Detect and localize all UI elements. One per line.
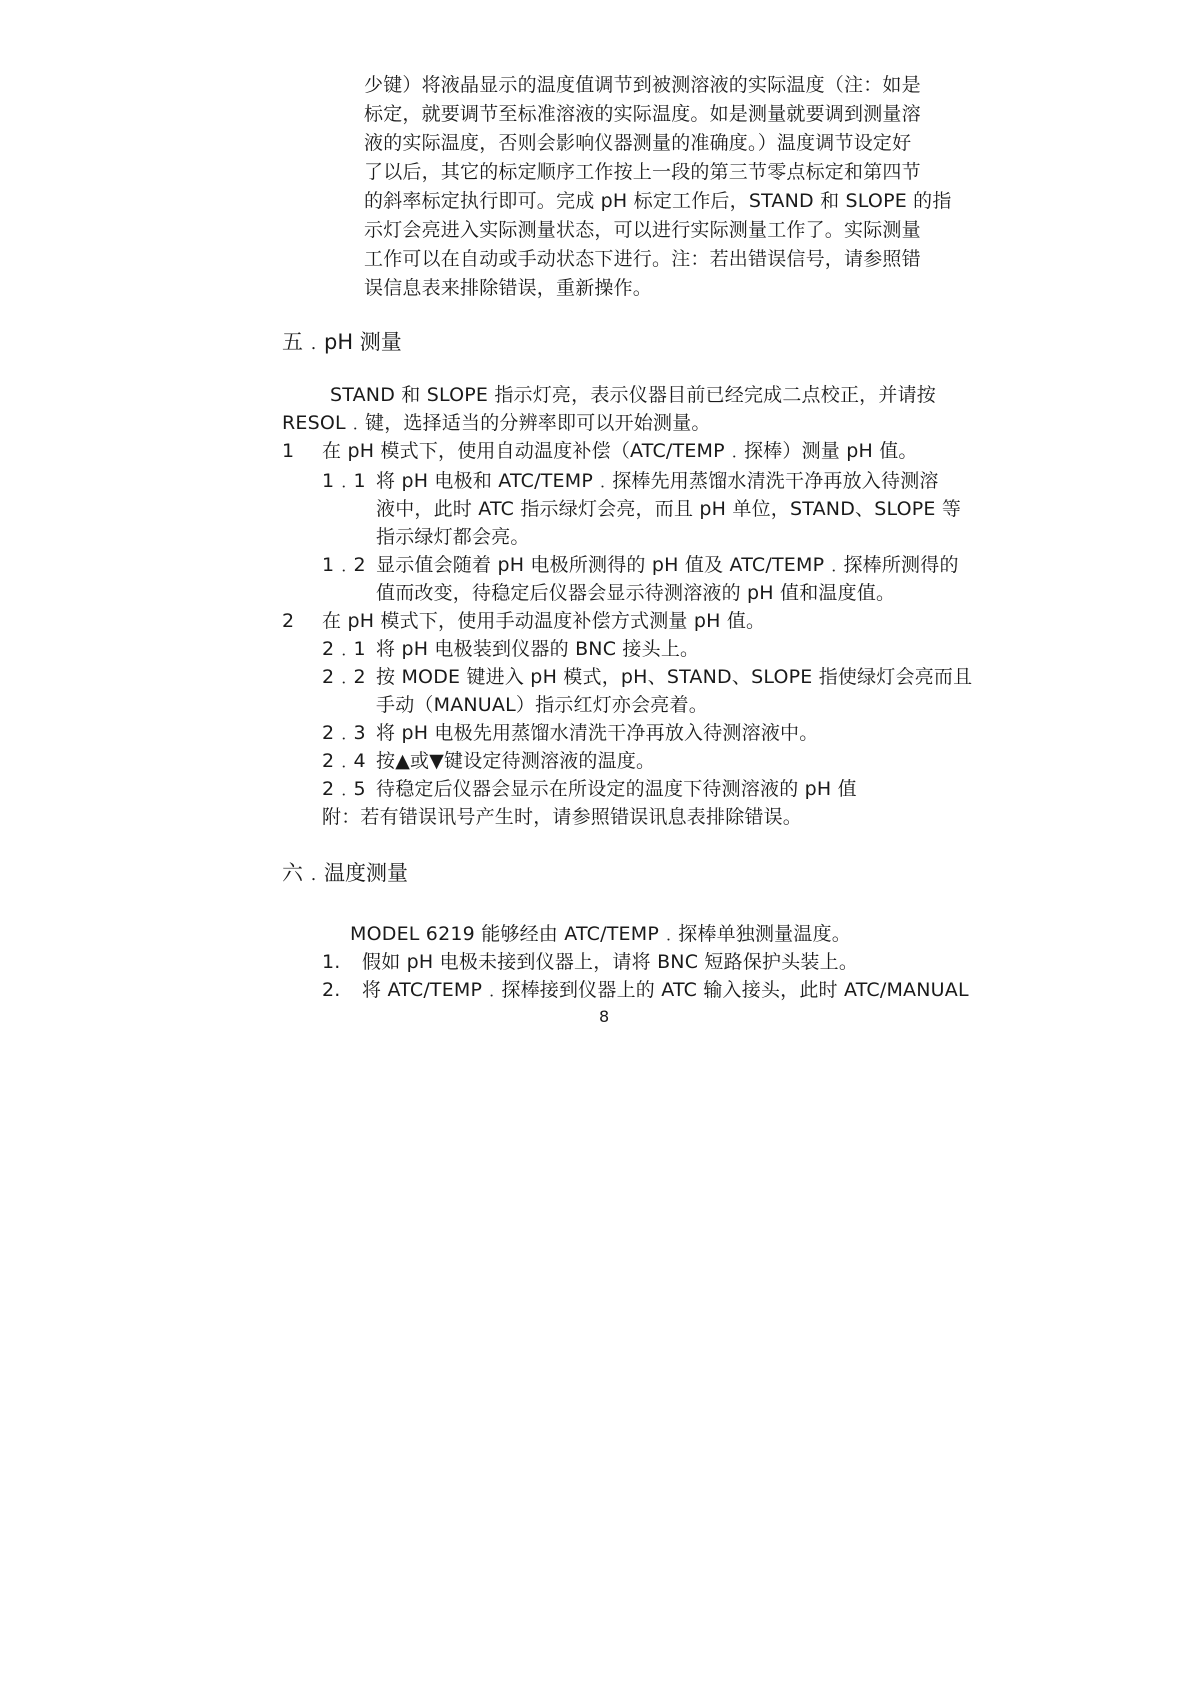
sub-item-number: 2﹒3 [322, 722, 366, 744]
sub-item-line: 显示值会随着 pH 电极所测得的 pH 值及 ATC/TEMP﹒探棒所测得的 [376, 554, 959, 576]
list-item-number: 1 [282, 440, 295, 462]
sub-item-line: 值而改变，待稳定后仪器会显示待测溶液的 pH 值和温度值。 [376, 582, 896, 604]
sub-item-line: 将 pH 电极和 ATC/TEMP﹒探棒先用蒸馏水清洗干净再放入待测溶 [376, 470, 939, 492]
sub-item-line: 液中，此时 ATC 指示绿灯会亮，而且 pH 单位，STAND、SLOPE 等 [376, 498, 962, 520]
paragraph-line: 工作可以在自动或手动状态下进行。注：若出错误信号，请参照错 [364, 248, 921, 270]
sub-item-number: 2﹒4 [322, 750, 366, 772]
sub-item-number: 1﹒1 [322, 470, 366, 492]
sub-item-number: 2﹒1 [322, 638, 366, 660]
sub-item-text: 将 pH 电极装到仪器的 BNC 接头上。 [376, 638, 700, 660]
sub-item-text: 将 pH 电极先用蒸馏水清洗干净再放入待测溶液中。 [376, 722, 819, 744]
sub-item-number: 2﹒2 [322, 666, 366, 688]
list-item-text: 在 pH 模式下，使用自动温度补偿（ATC/TEMP﹒探棒）测量 pH 值。 [322, 440, 918, 462]
paragraph-line: 少键）将液晶显示的温度值调节到被测溶液的实际温度（注：如是 [364, 74, 921, 96]
sub-item-number: 2﹒5 [322, 778, 366, 800]
list-item-text: 假如 pH 电极未接到仪器上，请将 BNC 短路保护头装上。 [362, 951, 859, 973]
list-item-number: 2. [322, 979, 341, 1001]
paragraph-line: 了以后，其它的标定顺序工作按上一段的第三节零点标定和第四节 [364, 161, 921, 183]
sub-item-text: 待稳定后仪器会显示在所设定的温度下待测溶液的 pH 值 [376, 778, 857, 800]
sub-item-line: 手动（MANUAL）指示红灯亦会亮着。 [376, 694, 708, 716]
paragraph-line: 液的实际温度，否则会影响仪器测量的准确度。）温度调节设定好 [364, 132, 912, 154]
note-text: 附：若有错误讯号产生时，请参照错误讯息表排除错误。 [322, 806, 803, 828]
paragraph-line: 误信息表来排除错误，重新操作。 [364, 277, 653, 299]
sub-item-number: 1﹒2 [322, 554, 366, 576]
sub-item-line: 指示绿灯都会亮。 [376, 526, 530, 548]
list-item-text: 将 ATC/TEMP﹒探棒接到仪器上的 ATC 输入接头，此时 ATC/MANUAL [362, 979, 969, 1001]
sub-item-text: 按▲或▼键设定待测溶液的温度。 [376, 750, 656, 772]
paragraph-line: 标定，就要调节至标准溶液的实际温度。如是测量就要调到测量溶 [364, 103, 921, 125]
section-heading-temperature-measurement: 六﹒温度测量 [282, 861, 408, 885]
list-item-number: 1. [322, 951, 341, 973]
paragraph-line: 示灯会亮进入实际测量状态，可以进行实际测量工作了。实际测量 [364, 219, 921, 241]
section-heading-ph-measurement: 五﹒pH 测量 [282, 330, 402, 354]
section-intro-line: RESOL﹒键，选择适当的分辨率即可以开始测量。 [282, 412, 711, 434]
list-item-text: 在 pH 模式下，使用手动温度补偿方式测量 pH 值。 [322, 610, 766, 632]
paragraph-line: 的斜率标定执行即可。完成 pH 标定工作后，STAND 和 SLOPE 的指 [364, 190, 952, 212]
section-intro-line: MODEL 6219 能够经由 ATC/TEMP﹒探棒单独测量温度。 [350, 923, 851, 945]
section-intro-line: STAND 和 SLOPE 指示灯亮，表示仪器目前已经完成二点校正，并请按 [330, 384, 936, 406]
sub-item-line: 按 MODE 键进入 pH 模式，pH、STAND、SLOPE 指使绿灯会亮而且 [376, 666, 973, 688]
page-number: 8 [599, 1007, 610, 1026]
list-item-number: 2 [282, 610, 295, 632]
